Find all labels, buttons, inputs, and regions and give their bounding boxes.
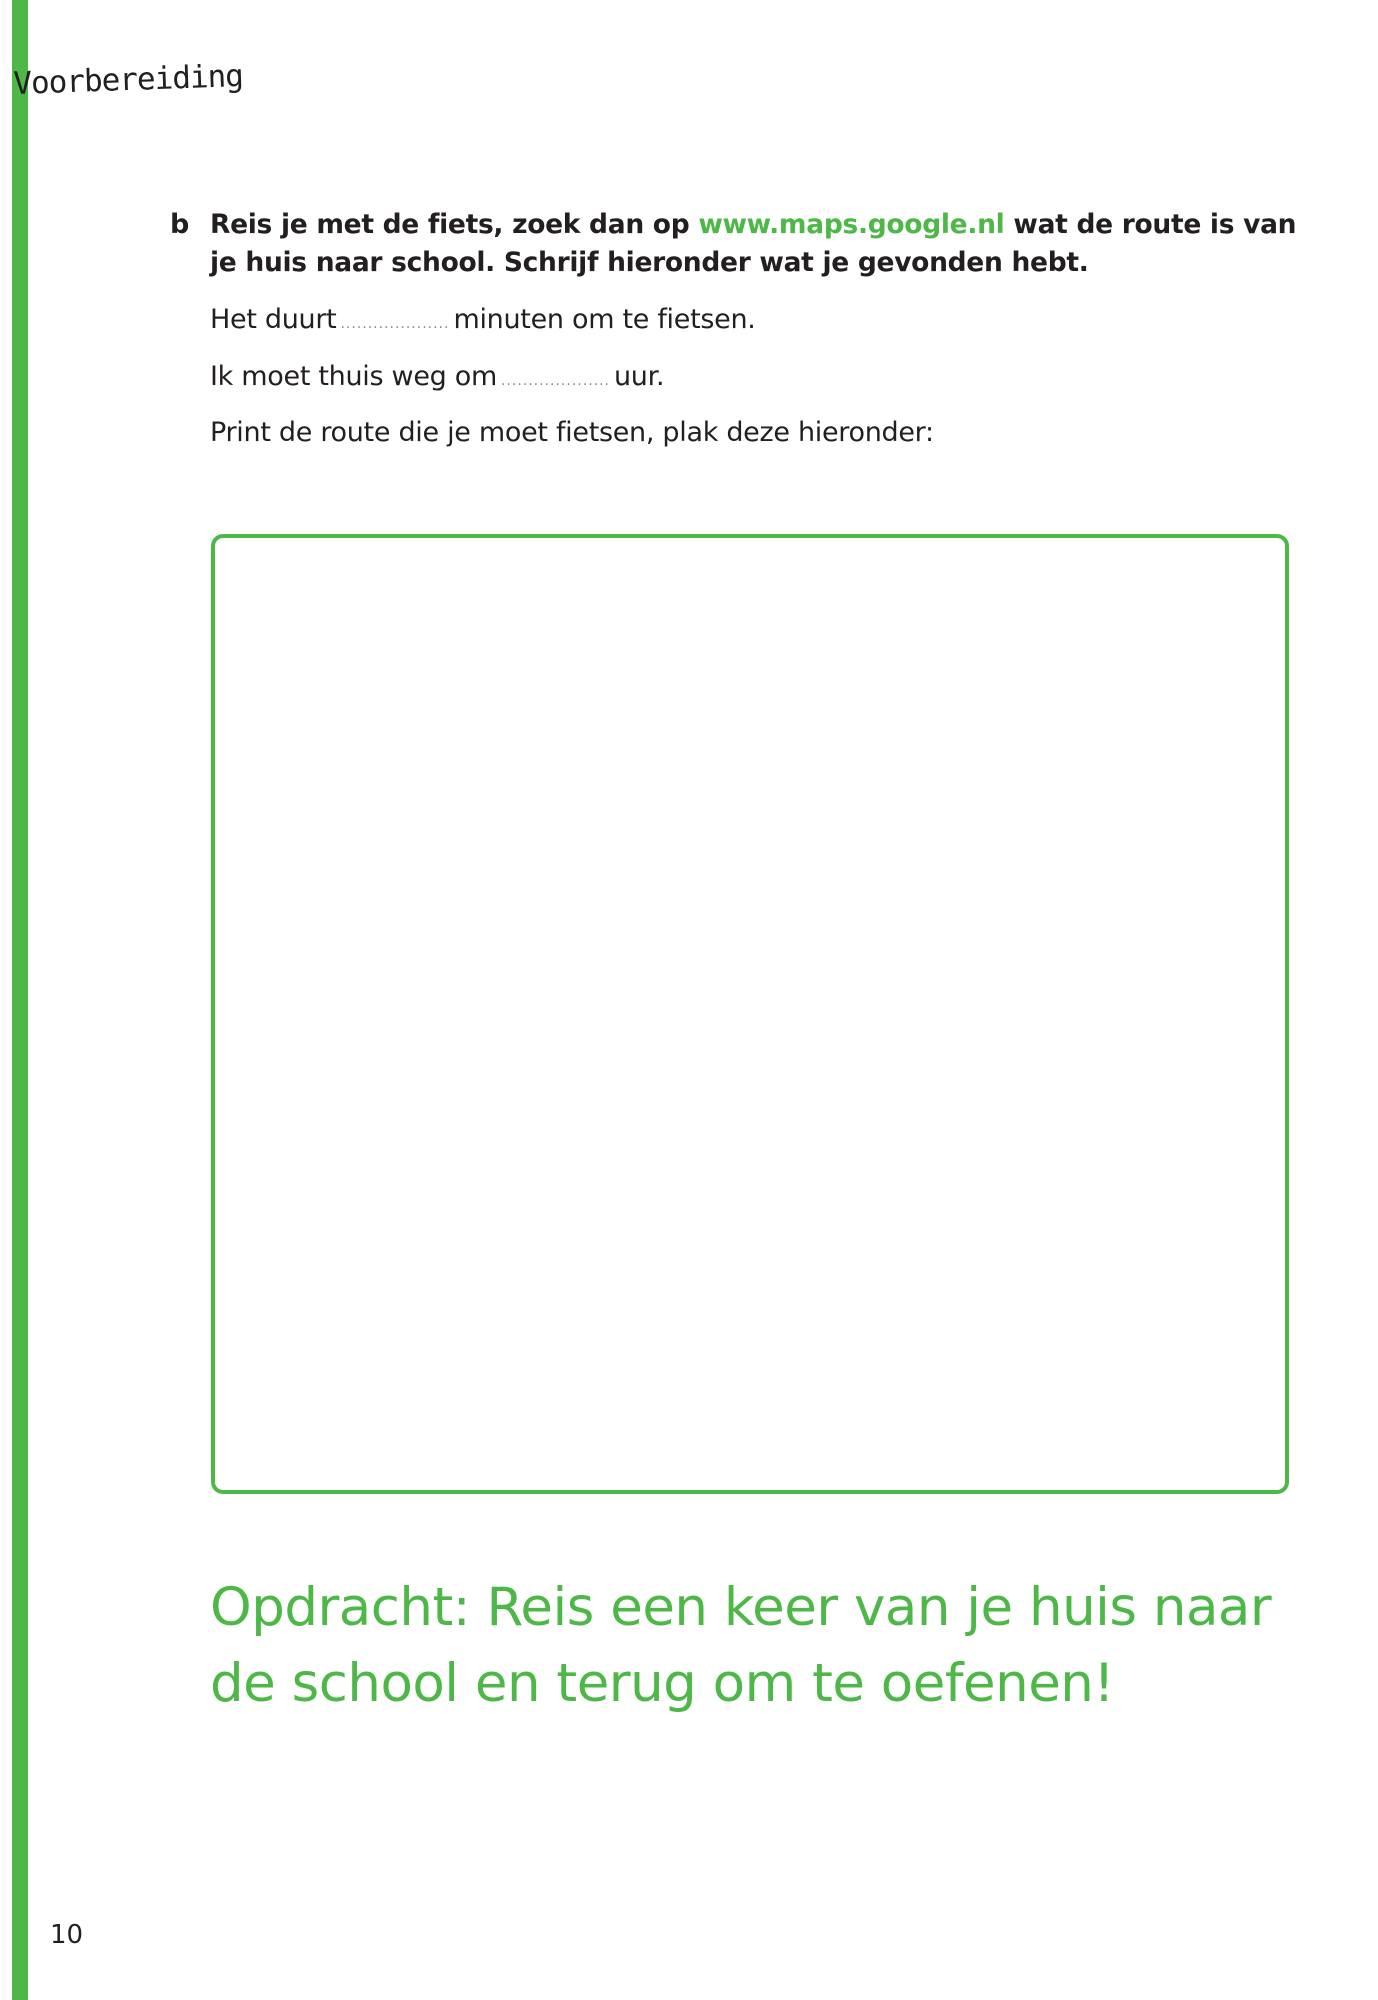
- question-text-end: wat de route is van je huis naar school. Schrijf hieronder wat je gevonden hebt.: [210, 209, 1297, 278]
- duration-blank[interactable]: ....................: [340, 316, 450, 332]
- question-text-start: Reis je met de fiets, zoek dan op: [210, 209, 699, 240]
- duration-label: Het duurt: [210, 304, 337, 335]
- page-number: 10: [50, 1920, 84, 1950]
- duration-line: [210, 301, 756, 343]
- question-text: [210, 206, 1300, 282]
- departure-line: [210, 358, 664, 400]
- question-letter: b: [170, 209, 190, 240]
- maps-link[interactable]: www.maps.google.nl: [698, 209, 1005, 240]
- duration-unit: minuten om te fietsen.: [453, 304, 756, 335]
- print-route-instruction: Print de route die je moet fietsen, plak deze hieronder:: [210, 417, 934, 448]
- route-paste-box[interactable]: [211, 534, 1289, 1494]
- departure-label: Ik moet thuis weg om: [210, 361, 497, 392]
- assignment-text: Opdracht: Reis een keer van je huis naar de school en terug om te oefenen!: [210, 1577, 1272, 1714]
- section-title: Voorbereiding: [12, 58, 244, 102]
- departure-unit: uur.: [614, 361, 665, 392]
- departure-blank[interactable]: ....................: [500, 373, 610, 389]
- left-accent-bar: [12, 0, 28, 2000]
